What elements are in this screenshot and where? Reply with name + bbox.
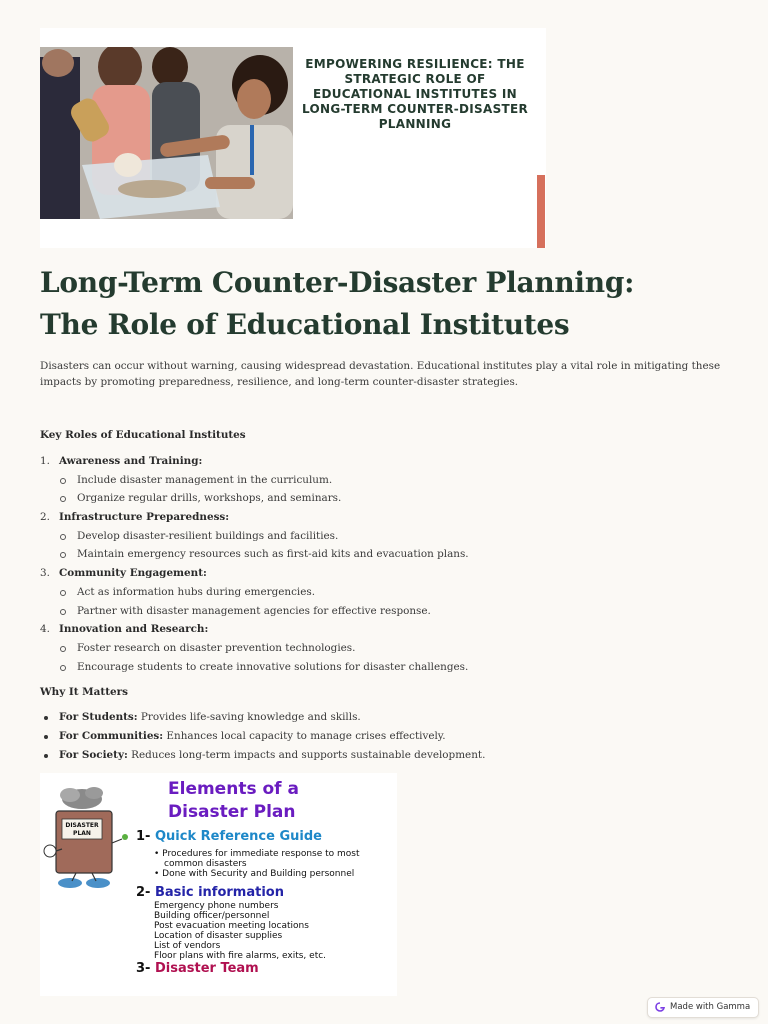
role-point: Encourage students to create innovative solutions for disaster challenges. [40,658,730,677]
plan-section-1: 1- Quick Reference Guide [136,829,322,844]
circle-bullet-icon [60,534,66,540]
why-label: For Communities: [59,730,164,742]
role-number: 2. [40,511,50,524]
key-roles-list [40,452,730,676]
key-roles-heading: Key Roles of Educational Institutes [40,429,246,441]
accent-bar [537,175,545,248]
hero-card [40,28,546,248]
plan-section-3: 3- Disaster Team [136,961,259,976]
role-point: Include disaster management in the curriculum. [40,471,730,490]
why-list [40,708,730,765]
why-label: For Students: [59,711,138,723]
circle-bullet-icon [60,665,66,671]
plan-title: Elements of a Disaster Plan [168,779,299,822]
role-point: Act as information hubs during emergencies. [40,583,730,602]
bullet-icon [44,735,48,739]
hero-title: EMPOWERING RESILIENCE: THE STRATEGIC ROLE OF EDUCATIONAL INSTITUTES IN LONG-TERM COUNTER-DISASTER PLANNING [301,57,529,131]
disaster-plan-book-icon [40,787,132,895]
bullet-icon [44,754,48,758]
plan-section-2-lines: Emergency phone numbers Building officer/personnel Post evacuation meeting locations Location of disaster supplies List of vendors Floor plans with fire alarms, exits, etc. [154,901,327,961]
role-point: Maintain emergency resources such as first-aid kits and evacuation plans. [40,545,730,564]
circle-bullet-icon [60,552,66,558]
circle-bullet-icon [60,609,66,615]
role-number: 3. [40,567,50,580]
why-label: For Society: [59,749,128,761]
circle-bullet-icon [60,478,66,484]
badge-label: Made with Gamma [670,1002,751,1012]
role-point: Develop disaster-resilient buildings and facilities. [40,527,730,546]
volunteers-photo [40,47,293,219]
page-title-line-1: Long-Term Counter-Disaster Planning: [40,266,635,299]
role-title: Community Engagement: [59,567,207,580]
role-point: Organize regular drills, workshops, and seminars. [40,489,730,508]
role-title: Awareness and Training: [59,455,203,467]
role-title: Infrastructure Preparedness: [59,511,230,524]
role-item [40,452,730,508]
role-number: 1. [40,455,50,467]
made-with-gamma-badge[interactable] [647,997,759,1018]
disaster-plan-image [40,773,397,996]
why-heading: Why It Matters [40,686,128,698]
circle-bullet-icon [60,590,66,596]
role-point: Partner with disaster management agencies for effective response. [40,602,730,621]
intro-paragraph: Disasters can occur without warning, causing widespread devastation. Educational institutes play a vital role in mitigating these impacts by promoting preparedness, resilience, and long-term counter-disaster strategies. [40,360,721,388]
page-title [40,262,740,346]
page-title-line-2: The Role of Educational Institutes [40,308,570,341]
plan-section-1-bullets: • Procedures for immediate response to most common disasters • Done with Security and Building personnel [154,849,360,879]
circle-bullet-icon [60,496,66,502]
role-item [40,620,730,676]
why-item: For Communities: Enhances local capacity to manage crises effectively. [40,727,730,746]
gamma-logo-icon [655,1002,665,1012]
why-item: For Students: Provides life-saving knowledge and skills. [40,708,730,727]
role-item [40,508,730,564]
plan-section-2: 2- Basic information [136,885,284,900]
role-title: Innovation and Research: [59,623,209,636]
role-number: 4. [40,623,50,636]
circle-bullet-icon [60,646,66,652]
role-item [40,564,730,620]
why-item: For Society: Reduces long-term impacts and supports sustainable development. [40,746,730,765]
book-label-2: PLAN [73,830,91,837]
book-label-1: DISASTER [65,822,99,829]
role-point: Foster research on disaster prevention technologies. [40,639,730,658]
bullet-icon [44,716,48,720]
